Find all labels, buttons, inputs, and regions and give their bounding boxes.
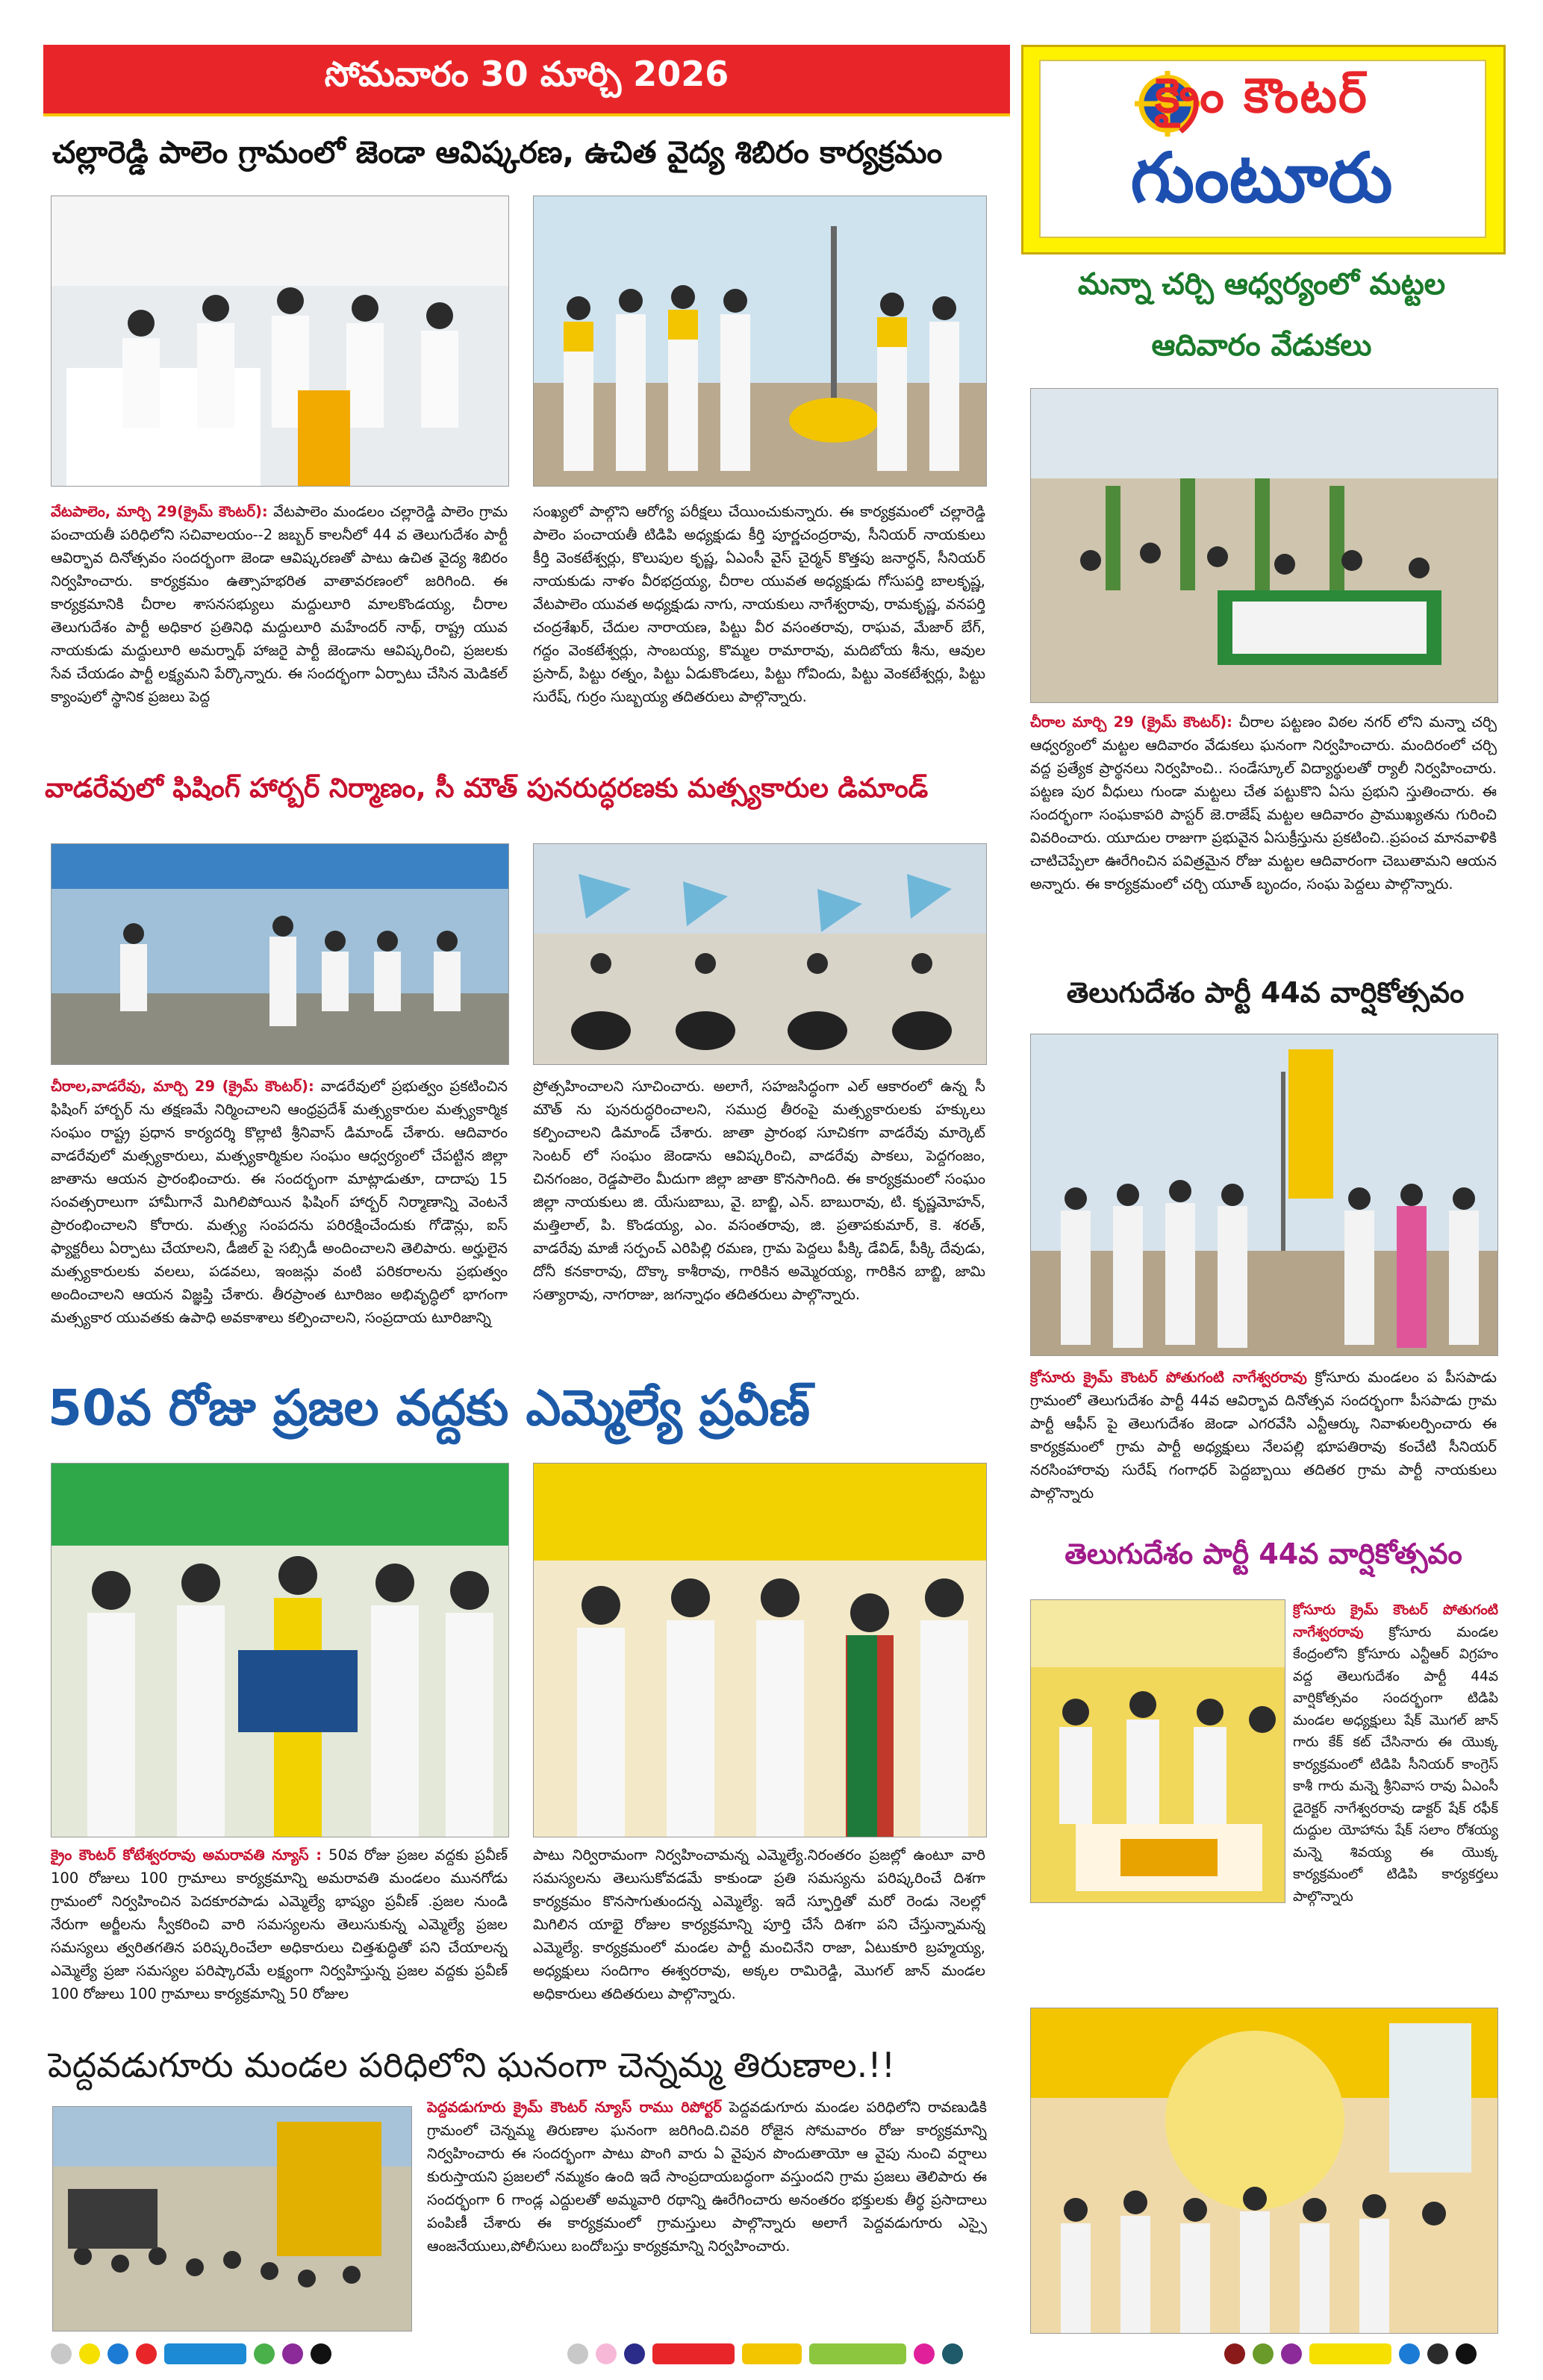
side2-column [1030, 1366, 1497, 1560]
side3-column [1293, 1599, 1498, 1987]
story2-headline: వాడరేవులో ఫిషింగ్ హార్బర్ నిర్మాణం, సీ మౌత్ పునరుద్ధరణకు మత్స్యకారుల డిమాండ్ [45, 773, 929, 804]
side2-dateline: క్రోసూరు క్రైమ్ కౌంటర్ పోతుగంటి నాగేశ్వరరావు [1030, 1369, 1307, 1386]
story3-column1 [51, 1843, 508, 2030]
side3-photo-party-office [1030, 2008, 1498, 2334]
story1-dateline: వేటపాలెం, మార్చి 29(క్రైమ్ కౌంటర్): [51, 503, 268, 520]
story4-text: పెద్దవడుగూరు మండల పరిధిలోని రావణుడికి గ్రామంలో చెన్నమ్మ తిరుణాల ఘనంగా జరిగింది.చివరి రోజైన సోమవారం రోజు కార్యక్రమాన్ని నిర్వహించారు ఈ సందర్భంగా పాటు పొంగి వారు ఏ వైపున పొందుతాయో ఆ వైపు నుంచి వర్షాలు కురుస్తాయని ప్రజలలో నమ్మకం ఉంది ఇదే సాంప్రదాయబద్ధంగా వస్తుందని గ్రామ ప్రజలు తెలిపారు ఈ సందర్భంగా 6 గాండ్ల ఎద్దులతో అమ్మవారి రథాన్ని ఊరేగించారు అనంతరం భక్తులకు తీర్థ ప్రసాదాలు పంపిణీ చేశారు ఈ కార్యక్రమంలో గ్రామస్తులు పాల్గొన్నారు అలాగే పెద్దవడుగూరు ఎస్సై ఆంజనేయులు,పోలీసులు బందోబస్తు కార్యక్రమాన్ని నిర్వహించారు. [427, 2099, 987, 2255]
side3-headline: తెలుగుదేశం పార్టీ 44వ వార్షికోత్సవం [1064, 1537, 1462, 1570]
side1-text: చీరాల పట్టణం విఠల నగర్ లోని మన్నా చర్చి ఆధ్వర్యంలో మట్టల ఆదివారం వేడుకలు ఘనంగా నిర్వహించారు. మందిరంలో చర్చి వద్ద ప్రత్యేక ప్రార్థనలు నిర్వహించి.. సండేస్కూల్ విద్యార్థులతో ర్యాలీ నిర్వహించారు. పట్టణ పుర వీధులు గుండా మట్టలు చేత పట్టుకొని ఏసు ప్రభుని స్తుతించారు. ఈ సందర్భంగా సంఘకాపరి పాస్టర్ జె.రాజేష్ మట్టల ఆదివారం ప్రాముఖ్యతను గురించి వివరించారు. యూదుల రాజుగా ప్రభువైన ఏసుక్రీస్తును ప్రకటించి..ప్రపంచ మానవాళికి చాటిచెప్పేలా ఊరేగించిన పవిత్రమైన రోజు మట్టల ఆదివారంగా చెబుతామని ఆయన అన్నారు. ఈ కార్యక్రమంలో చర్చి యూత్ బృందం, సంఘ పెద్దలు పాల్గొన్నారు. [1030, 713, 1497, 893]
side1-photo-rally [1030, 388, 1498, 703]
footer-color-strip-right [1224, 2343, 1477, 2364]
story1-photo-flag-hoisting [533, 196, 987, 487]
story2-text2: ప్రోత్సహించాలని సూచించారు. అలాగే, సహజసిద్ధంగా ఎల్ ఆకారంలో ఉన్న సీ మౌత్ ను పునరుద్ధరించాలని, సముద్ర తీరంపై మత్స్యకారులకు హక్కులు కల్పించాలని డిమాండ్ చేశారు. జాతా ప్రారంభ సూచికగా వాడరేవు మార్కెట్ సెంటర్ లో సంఘం జెండాను ఆవిష్కరించి, వాడరేవు పాకలు, పెద్దగంజం, చినగంజం, రెడ్డపాలెం మీదుగా జిల్లా జాతా కొనసాగింది. ఈ కార్యక్రమంలో సంఘం జిల్లా నాయకులు జి. యేసుబాబు, వై. బాబ్జి, ఎన్. బాబురావు, టి. కృష్ణమోహన్, మత్తిలాల్, పి. కొండయ్య, ఎం. వసంతరావు, జి. ప్రతాపకుమార్, కె. శరత్, వాడరేవు మాజీ సర్పంచ్ ఎరిపిల్లి రమణ, గ్రామ పెద్దలు పీక్కి డేవిడ్, పీక్కి దేవుడు, దోనీ కనకారావు, దొక్కా కాశీరావు, గారికిన అమ్మెరయ్య, గారికిన బాబ్జి, జామి సత్యారావు, నాగరాజు, జగన్నాధం తదితరులు పాల్గొన్నారు. [533, 1078, 985, 1303]
side3-text: క్రోసూరు మండల కేంద్రంలోని క్రోసూరు ఎన్టీఆర్ విగ్రహం వద్ద తెలుగుదేశం పార్టీ 44వ వార్షికోత్సవం సందర్భంగా టిడిపి మండల అధ్యక్షులు షేక్ మొగల్ జాన్ గారు కేక్ కట్ చేసినారు ఈ యొక్క కార్యక్రమంలో టిడిపి సీనియర్ కాంగ్రెస్ కాశీ గారు మన్నె శ్రీనివాస రావు ఏఎంసీ డైరెక్టర్ నాగేశ్వరరావు డాక్టర్ షేక్ రఫీక్ దుద్దుల యోహాను షేక్ సలాం రోశయ్య మన్నె శివయ్య ఈ యొక్క కార్యక్రమంలో టిడిపి కార్యకర్తలు పాల్గొన్నారు [1293, 1624, 1498, 1905]
story1-column1 [51, 500, 508, 750]
side2-photo-flag-event [1030, 1034, 1498, 1356]
date-banner-text: సోమవారం 30 మార్చి 2026 [324, 54, 729, 94]
side2-headline: తెలుగుదేశం పార్టీ 44వ వార్షికోత్సవం [1066, 976, 1465, 1009]
masthead-title: క్రైం కౌంటర్ [1155, 69, 1368, 124]
story3-photo-release [51, 1463, 509, 1837]
story1-headline: చల్లారెడ్డి పాలెం గ్రామంలో జెండా ఆవిష్కరణ, ఉచిత వైద్య శిబిరం కార్యక్రమం [52, 134, 943, 170]
side3-photo-cake-cutting [1030, 1599, 1285, 1903]
story4-photo-festival [52, 2106, 412, 2331]
side3-dateline: క్రోసూరు క్రైమ్ కౌంటర్ పోతుగంటి నాగేశ్వరరావు [1293, 1602, 1498, 1640]
story4-column [427, 2096, 987, 2331]
story2-photo-meeting [51, 843, 509, 1065]
story3-photo-petitions [533, 1463, 987, 1837]
story1-text1: వేటపాలెం మండలం చల్లారెడ్డి పాలెం గ్రామ పంచాయతీ పరిధిలోని సచివాలయం--2 జబ్బర్ కాలనీలో 44 వ తెలుగుదేశం పార్టీ ఆవిర్భావ దినోత్సవం సందర్భంగా జెండా ఆవిష్కరణతో పాటు ఉచిత వైద్య శిబిరం నిర్వహించారు. కార్యక్రమం ఉత్సాహభరిత వాతావరణంలో జరిగింది. ఈ కార్యక్రమానికి చీరాల శాసనసభ్యులు మద్దులూరి మాలకొండయ్య, చీరాల తెలుగుదేశం పార్టీ అధికార ప్రతినిధి మద్దులూరి మహేందర్ నాథ్, రాష్ట్ర యువ నాయకుడు మద్దులూరి అమర్నాథ్ హాజరై పార్టీ జెండాను ఆవిష్కరించి, ప్రజలకు సేవ చేయడం పార్టీ లక్ష్యమని పేర్కొన్నారు. ఈ సందర్భంగా ఏర్పాటు చేసిన మెడికల్ క్యాంపులో స్థానిక ప్రజలు పెద్ద [51, 503, 508, 705]
story2-column2 [533, 1075, 985, 1373]
footer-color-strip-center [567, 2343, 963, 2364]
story1-text2: సంఖ్యలో పాల్గొని ఆరోగ్య పరీక్షలు చేయించుకున్నారు. ఈ కార్యక్రమంలో చల్లారెడ్డి పాలెం పంచాయతీ టిడిపి అధ్యక్షుడు కీర్తి పూర్ణచంద్రరావు, సీనియర్ నాయకులు కీర్తి వెంకటేశ్వర్లు, కొలుపుల కృష్ణ, ఏఎంసీ వైస్ చైర్మన్ కొత్తపు జనార్ధన్, సీనియర్ నాయకుడు నాళం వీరభద్రయ్య, చీరాల యువత అధ్యక్షుడు గోసుపర్తి బాలకృష్ణ, వేటపాలెం యువత అధ్యక్షుడు నాగు, నాయకులు నాగేశ్వరావు, రామకృష్ణ, వనపర్తి చంద్రశేఖర్, చేదుల నారాయణ, పిట్టు వీర వసంతరావు, రాఘవ, మేజార్ బేగ్, గద్దం వెంకటేశ్వర్లు, సాంబయ్య, కొమ్మల రామారావు, మదిబోయ శీను, ఆవుల ప్రసాద్, పిట్టు రత్నం, పిట్టు ఏడుకొండలు, పిట్టు గోవిందు, పిట్టు వెంకటేశ్వర్లు, పిట్టు సురేష్, గుర్రం సుబ్బయ్య తదితరులు పాల్గొన్నారు. [533, 503, 985, 705]
side2-text: క్రోసూరు మండలం ప పీసపాడు గ్రామంలో తెలుగుదేశం పార్టీ 44వ ఆవిర్భావ దినోత్సవ సందర్భంగా పీసపాడు గ్రామ పార్టీ ఆఫీస్ పై తెలుగుదేశం జెండా ఎగరవేసి ఎన్టీఆర్కు నివాళులర్పించారు ఈ కార్యక్రమంలో గ్రామ పార్టీ అధ్యక్షులు నేలపల్లి భూపతిరావు కంచేటి సీనియర్ నరసింహారావు సురేష్ గంగాధర్ పెద్దబ్బాయి తదితర గ్రామ పార్టీ నాయకులు పాల్గొన్నారు [1030, 1369, 1497, 1502]
story3-text1: 50వ రోజు ప్రజల వద్దకు ప్రవీణ్ 100 రోజులు 100 గ్రామాలు కార్యక్రమాన్ని అమరావతి మండలం మునగోడు గ్రామంలో నిర్వహించిన పెదకూరపాడు ఎమ్మెల్యే భాష్యం ప్రవీణ్ .ప్రజల నుండి నేరుగా అర్జీలను స్వీకరించి వారి సమస్యలను తెలుసుకున్న ఎమ్మెల్యే ప్రజల సమస్యలు త్వరితగతిన పరిష్కరించేలా అధికారులు చిత్తశుద్ధితో పని చేయాలన్న ఎమ్మెల్యే ప్రజా సమస్యల పరిష్కారమే లక్ష్యంగా నిర్వహిస్తున్న ప్రజల వద్దకు ప్రవీణ్ 100 రోజులు 100 గ్రామాలు కార్యక్రమాన్ని 50 రోజుల [51, 1846, 508, 2002]
masthead-city: గుంటూరు [1130, 138, 1393, 218]
story4-headline: పెద్దవడుగూరు మండల పరిధిలోని ఘనంగా చెన్నమ్మ తిరుణాల.!! [48, 2045, 896, 2085]
side1-dateline: చీరాల మార్చి 29 (క్రైమ్ కౌంటర్): [1030, 713, 1232, 731]
side1-headline-line2: ఆదివారం వేడుకలు [1151, 328, 1372, 363]
story3-headline: 50వ రోజు ప్రజల వద్దకు ఎమ్మెల్యే ప్రవీణ్ [48, 1379, 810, 1437]
story2-column1 [51, 1075, 508, 1373]
story1-photo-medical-camp [51, 196, 509, 487]
story2-dateline: చీరాల,వాడరేవు, మార్చి 29 (క్రైమ్ కౌంటర్): [51, 1078, 314, 1095]
story2-text1: వాడరేవులో ప్రభుత్వం ప్రకటించిన ఫిషింగ్ హార్బర్ ను తక్షణమే నిర్మించాలని ఆంధ్రప్రదేశ్ మత్స్యకారుల మత్స్యకార్మిక సంఘం రాష్ట్ర ప్రధాన కార్యదర్శి కొల్లాటి శ్రీనివాస్ డిమాండ్ చేశారు. ఆదివారం వాడరేవులో మత్స్యకారులు, మత్స్యకార్మికుల సంఘం ఆధ్వర్యంలో చేపట్టిన జిల్లా జాతాను ఆయన ప్రారంభించారు. ఈ సందర్భంగా మాట్లాడుతూ, దాదాపు 15 సంవత్సరాలుగా హామీగానే మిగిలిపోయిన ఫిషింగ్ హార్బర్ నిర్మాణాన్ని వెంటనే ప్రారంభించాలని కోరారు. మత్స్య సంపదను పరిరక్షించేందుకు గోడౌన్లు, ఐస్ ఫ్యాక్టరీలు ఏర్పాటు చేయాలని, డీజిల్ పై సబ్సిడీ అందించాలని తెలిపారు. అర్హులైన మత్స్యకారులకు వలలు, పడవలు, ఇంజన్లు వంటి పరికరాలను ప్రభుత్వం అందించాలని ఆయన విజ్ఞప్తి చేశారు. తీరప్రాంత టూరిజం అభివృద్ధిలో భాగంగా మత్స్యకార యువతకు ఉపాధి అవకాశాలు కల్పించాలని, సంప్రదాయ టూరిజాన్ని [51, 1078, 508, 1326]
story3-dateline: క్రైం కౌంటర్ కోటేశ్వరరావు అమరావతి న్యూస్ : [51, 1846, 322, 1864]
story3-text2: పాటు నిర్విరామంగా నిర్వహించామన్న ఎమ్మెల్యే.నిరంతరం ప్రజల్లో ఉంటూ వారి సమస్యలను తెలుసుకోవడమే కాకుండా ప్రతి సమస్యను పరిష్కరించే దిశగా కార్యక్రమం కొనసాగుతుందన్న ఎమ్మెల్యే. ఇదే స్ఫూర్తితో మరో రెండు నెలల్లో మిగిలిన యాభై రోజుల కార్యక్రమాన్ని పూర్తి చేసే దిశగా పని చేస్తున్నామన్న ఎమ్మెల్యే. కార్యక్రమంలో మండల పార్టీ మంచినేని రాజా, ఏటుకూరి బ్రహ్మయ్య, అధ్యక్షులు సందిగాం ఈశ్వరరావు, అక్కల రామిరెడ్డి, మొగల్ జాన్ మండల అధికారులు తదితరులు పాల్గొన్నారు. [533, 1846, 985, 2002]
story2-photo-bike-rally [533, 843, 987, 1065]
side1-headline-line1: మన్నా చర్చి ఆధ్వర్యంలో మట్టల [1077, 267, 1446, 302]
story4-dateline: పెద్దవడుగూరు క్రైమ్ కౌంటర్ న్యూస్ రాము రిపోర్టర్ [427, 2099, 722, 2116]
story3-column2 [533, 1843, 985, 2030]
side1-column [1030, 710, 1497, 957]
story1-column2 [533, 500, 985, 750]
footer-color-strip-left [51, 2343, 331, 2364]
